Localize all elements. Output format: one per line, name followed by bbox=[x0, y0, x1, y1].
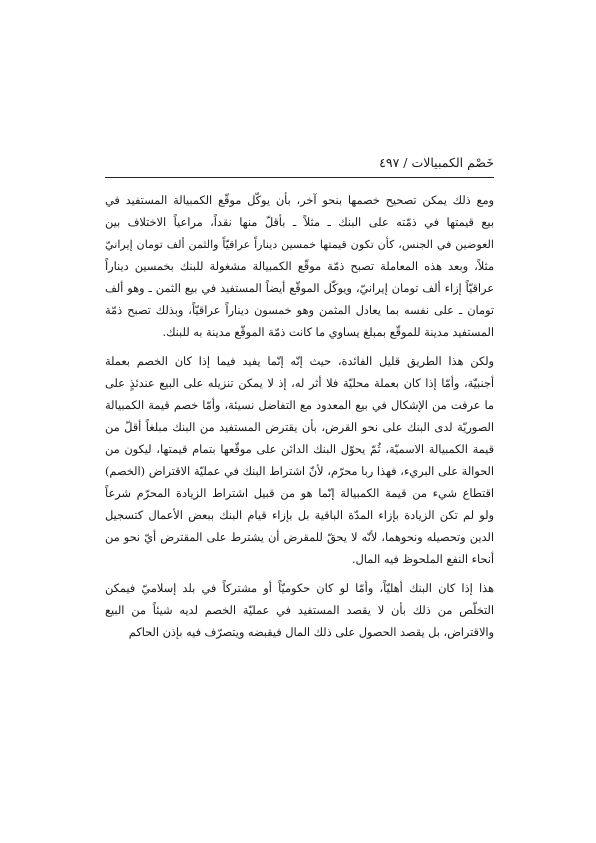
text-line: التخلّص من ذلك بأن لا يقصد المستفيد في عمليّة الخصم لديه شيئاً من البيع bbox=[105, 604, 494, 617]
text-line: تومان ـ على نفسه بما يعادل المثمن وهو خمسون ديناراً عراقيّاً، وبذلك تصبح ذمّة bbox=[105, 304, 494, 317]
running-title: خَصْم الكمبيالات / ٤٩٧ bbox=[379, 155, 494, 170]
text-line: اقتطاع شيء من قيمة الكمبيالة إنّما هو من قبيل اشتراط الزيادة المحرّم شرعاً bbox=[105, 487, 494, 500]
text-line: المستفيد مدينة للموقّع بمبلغ يساوي ما كانت ذمّة الموقّع مدينة به للبنك. bbox=[162, 326, 494, 339]
text-line: هذا إذا كان البنك أهليّاً، وأمّا لو كان حكوميّاً أو مشتركاً في بلد إسلاميّ فيمكن bbox=[105, 582, 494, 595]
text-line: الحوالة على البريء، فهذا ربا محرّم، لأنّ اشتراط البنك في عمليّة الاقتراض (الخصم) bbox=[105, 465, 494, 478]
text-line: بيع قيمتها في ذمّته على البنك ـ مثلاً ـ بأقلّ منها نقداً، مراعياً الاختلاف بين bbox=[105, 216, 494, 229]
text-line: ولو لم تكن الزيادة بإزاء المدّة الباقية بل بإزاء قيام البنك ببعض الأعمال كتسجيل bbox=[105, 509, 494, 522]
text-line: ما عرفت من الإشكال في بيع المعدود مع التفاضل نسيئة، وأمّا خصم قيمة الكمبيالة bbox=[105, 399, 494, 412]
running-header bbox=[105, 151, 494, 178]
text-line: عراقيّاً إزاء ألف تومان إيرانيّ، ويوكّل الموقّع أيضاً المستفيد في بيع الثمن ـ وهو ألف bbox=[105, 282, 494, 295]
text-line: قيمة الكمبيالة الاسميّة، ثُمّ يحوّل البنك الدائن على موقّعها بتمام قيمتها، ليكون من bbox=[105, 443, 494, 456]
paragraph bbox=[105, 351, 494, 571]
paragraph bbox=[105, 578, 494, 644]
text-line: ومع ذلك يمكن تصحيح خصمها بنحو آخر، بأن يوكّل موقّع الكمبيالة المستفيد في bbox=[105, 194, 494, 207]
text-line: الصوريّة لدى البنك على نحو القرض، بأن يقترض المستفيد من البنك مبلغاً أقلّ من bbox=[105, 421, 494, 434]
text-line: الدين وتحصيله ونحوهما، لأنّه لا يحقّ للمقرض أن يشترط على المقترض أيّ نحو من bbox=[105, 531, 494, 544]
text-line: والاقتراض، بل يقصد الحصول على ذلك المال فيقبضه ويتصرّف فيه بإذن الحاكم bbox=[128, 626, 494, 639]
text-line: أنحاء النفع الملحوظ فيه المال. bbox=[351, 553, 494, 566]
text-line: العوضين في الجنس، كأن تكون قيمتها خمسين ديناراً عراقيّاً والثمن ألف تومان إيرانيّ bbox=[105, 238, 494, 251]
body-text bbox=[105, 190, 494, 651]
text-line: ولكن هذا الطريق قليل الفائدة، حيث إنّه إنّما يفيد فيما إذا كان الخصم بعملة bbox=[105, 355, 494, 368]
text-line: مثلاً، وبعد هذه المعاملة تصبح ذمّة موقّع الكمبيالة مشغولة للبنك بخمسين ديناراً bbox=[105, 260, 494, 273]
text-line: أجنبيّة، وأمّا إذا كان بعملة محليّة فلا أثر له، إذ لا يمكن تنزيله على البيع عندئذٍ على bbox=[105, 377, 494, 390]
paragraph bbox=[105, 190, 494, 344]
